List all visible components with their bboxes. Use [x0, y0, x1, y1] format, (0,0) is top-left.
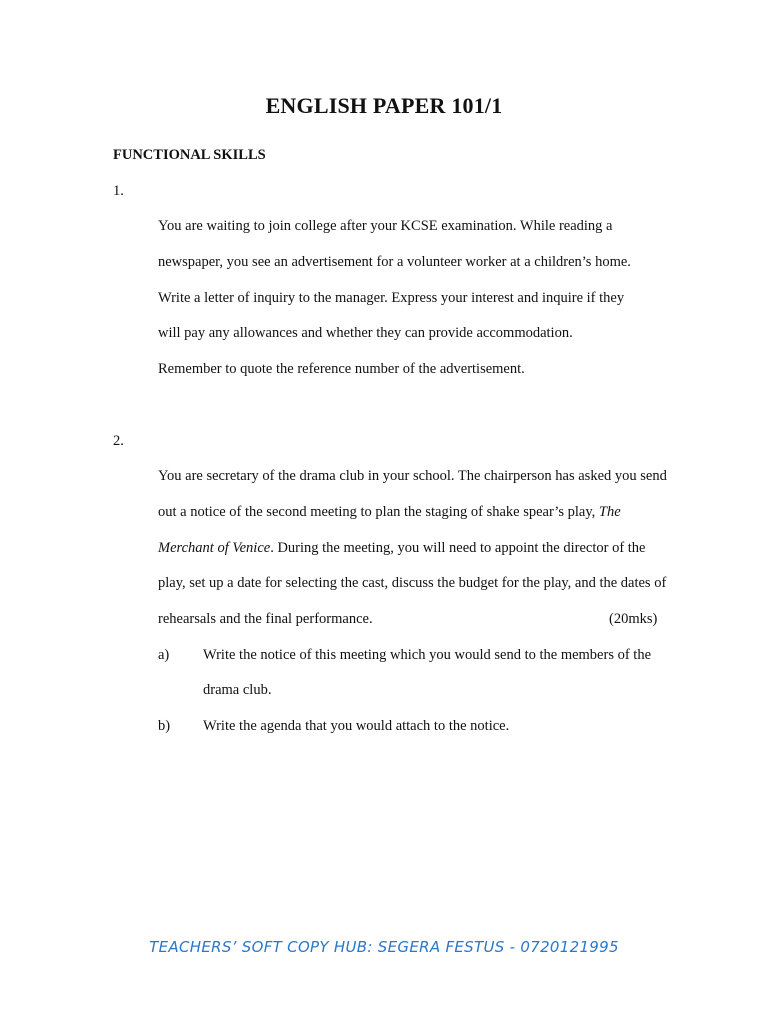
sub-question-a-text: drama club.	[203, 682, 272, 698]
footer-credit: TEACHERS’ SOFT COPY HUB: SEGERA FESTUS - 0720121995	[149, 938, 619, 956]
question-2-line-text: . During the meeting, you will need to appoint the director of the	[270, 540, 646, 556]
question-2-line: play, set up a date for selecting the cast, discuss the budget for the play, and the dates of	[158, 575, 667, 591]
question-2-line-text: out a notice of the second meeting to plan the staging of shake spear’s play,	[158, 504, 599, 520]
question-1-line: newspaper, you see an advertisement for a volunteer worker at a children’s home.	[158, 254, 631, 270]
sub-question-b-text: Write the agenda that you would attach to the notice.	[203, 718, 510, 734]
play-title-italic: The	[598, 504, 621, 520]
question-2-line	[158, 504, 621, 521]
question-1-line: Remember to quote the reference number of the advertisement.	[158, 361, 525, 377]
question-1-line: will pay any allowances and whether they can provide accommodation.	[158, 325, 573, 341]
question-1-line: Write a letter of inquiry to the manager. Express your interest and inquire if they	[158, 290, 625, 306]
play-title-italic: Merchant of Venice	[158, 540, 271, 556]
question-2-line: rehearsals and the final performance.	[158, 611, 373, 627]
question-2-line	[158, 540, 646, 557]
section-heading: FUNCTIONAL SKILLS	[113, 147, 266, 163]
question-2-line: You are secretary of the drama club in your school. The chairperson has asked you send	[158, 468, 667, 484]
sub-question-a-text: Write the notice of this meeting which you would send to the members of the	[203, 647, 652, 663]
sub-question-a-label: a)	[158, 647, 170, 663]
question-1-line: You are waiting to join college after your KCSE examination. While reading a	[158, 218, 613, 234]
question-2-number: 2.	[113, 433, 124, 449]
question-1-number: 1.	[113, 183, 124, 199]
sub-question-b-label: b)	[158, 718, 171, 734]
marks-label: (20mks)	[609, 611, 658, 627]
page-title: ENGLISH PAPER 101/1	[265, 93, 503, 118]
